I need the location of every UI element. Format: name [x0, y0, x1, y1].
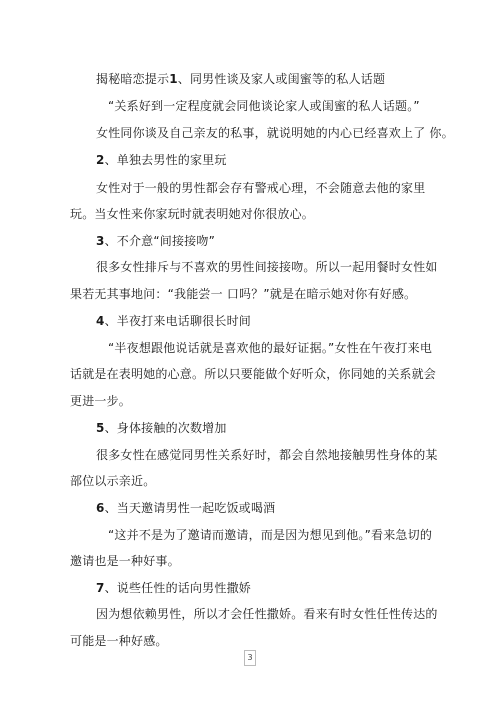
heading-5-number: 5	[96, 421, 105, 435]
heading-6-text: 、当天邀请男性一起吃饭或喝酒	[104, 501, 276, 515]
paragraph-6-line-1: “这并不是为了邀请而邀请，而是因为想见到他。”看来急切的	[108, 528, 433, 542]
heading-7-text: 、说些任性的话向男性撒娇	[104, 581, 251, 595]
heading-4-text: 、半夜打来电话聊很长时间	[104, 314, 251, 328]
paragraph-3-line-1: 很多女性排斥与不喜欢的男性间接接吻。所以一起用餐时女性如	[96, 260, 438, 274]
heading-3-text: 、不介意“间接接吻”	[104, 234, 215, 248]
paragraph-2-line-2: 玩。当女性来你家玩时就表明她对你很放心。	[70, 207, 315, 221]
paragraph-4-line-3: 更进一步。	[70, 394, 132, 408]
heading-5	[96, 420, 227, 436]
paragraph-5-line-1: 很多女性在感觉同男性关系好时，都会自然地接触男性身体的某	[96, 448, 438, 462]
paragraph-6-line-2: 邀请也是一种好事。	[70, 554, 180, 568]
heading-6-number: 6	[96, 501, 105, 515]
heading-6	[96, 500, 275, 516]
title-suffix: 、同男性谈及家人或闺蜜等的私人话题	[177, 72, 386, 86]
heading-2-text: 、单独去男性的家里玩	[104, 153, 227, 167]
document-title	[96, 71, 385, 87]
paragraph-7-line-2: 可能是一种好感。	[70, 634, 168, 648]
paragraph-1-line-1: “关系好到一定程度就会同他谈论家人或闺蜜的私人话题。”	[108, 99, 420, 113]
heading-4-number: 4	[96, 314, 105, 328]
paragraph-7-line-1: 因为想依赖男性，所以才会任性撒娇。看来有时女性任性传达的	[96, 607, 438, 621]
paragraph-1-line-2: 女性同你谈及自己亲友的私事，就说明她的内心已经喜欢上了 你。	[96, 126, 454, 140]
heading-3-number: 3	[96, 234, 105, 248]
page-number: 3	[244, 650, 256, 666]
heading-5-text: 、身体接触的次数增加	[104, 421, 227, 435]
paragraph-3-line-2: 果若无其事地问：“我能尝一 口吗？”就是在暗示她对你有好感。	[70, 287, 417, 301]
heading-4	[96, 313, 251, 329]
paragraph-2-line-1: 女性对于一般的男性都会存有警戒心理，不会随意去他的家里	[96, 181, 426, 195]
heading-7-number: 7	[96, 581, 105, 595]
title-number: 1	[169, 72, 178, 86]
heading-7	[96, 580, 251, 596]
heading-2	[96, 152, 227, 168]
paragraph-4-line-2: 话就是在表明她的心意。所以只要能做个好听众，你同她的关系就会	[70, 367, 437, 381]
title-prefix: 揭秘暗恋提示	[96, 72, 170, 86]
heading-2-number: 2	[96, 153, 105, 167]
heading-3	[96, 233, 215, 249]
paragraph-4-line-1: “半夜想跟他说话就是喜欢他的最好证据。”女性在午夜打来电	[108, 341, 433, 355]
paragraph-5-line-2: 部位以示亲近。	[70, 474, 156, 488]
